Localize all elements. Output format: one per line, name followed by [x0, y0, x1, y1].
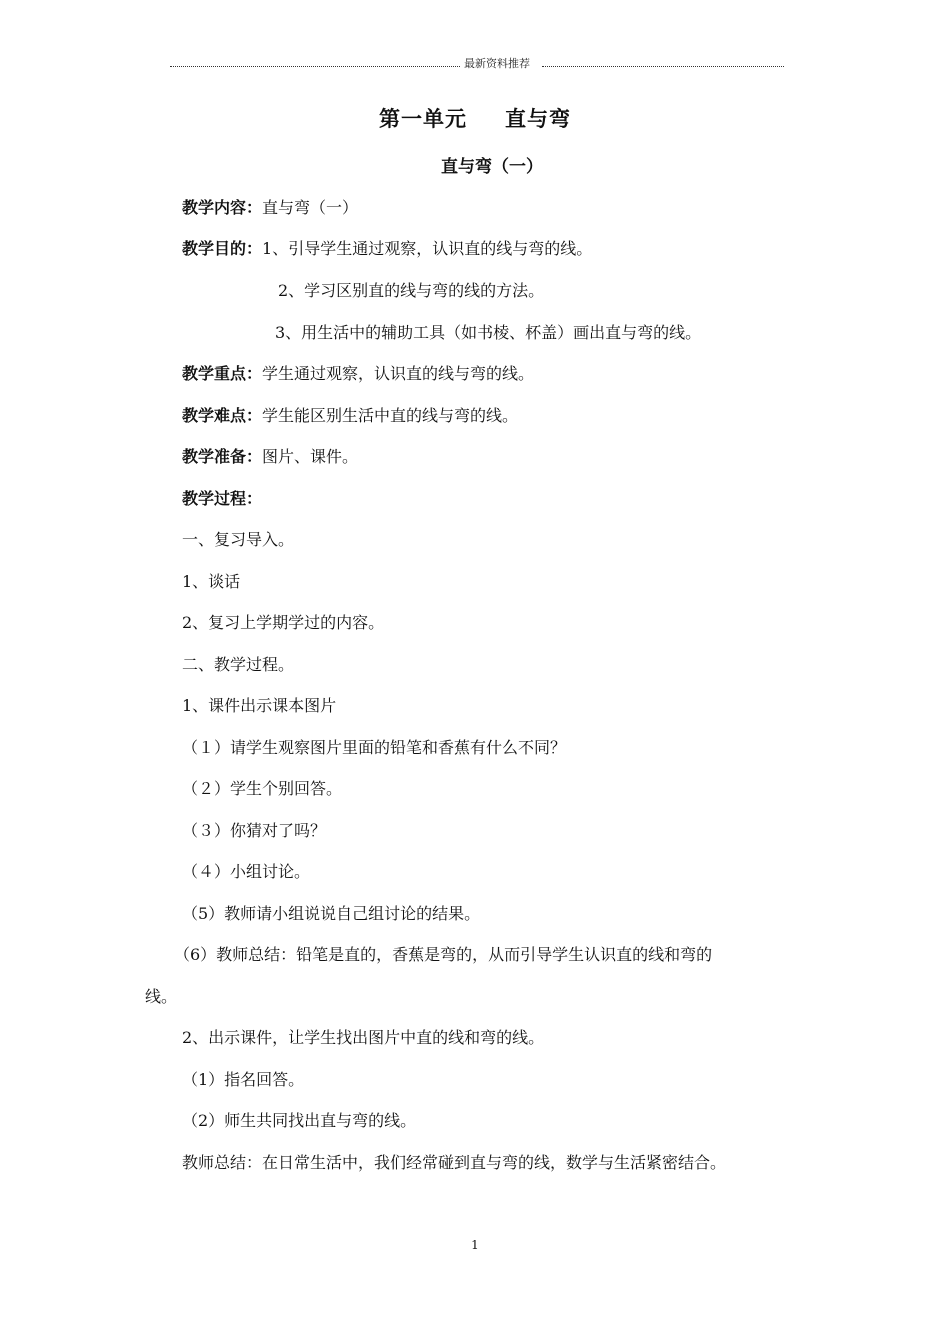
field-difficulty — [182, 404, 518, 428]
unit-title-number: 第一单元 — [379, 106, 467, 131]
sub-list-item: （４）小组讨论。 — [182, 862, 311, 881]
field-teaching-goals — [182, 237, 592, 261]
sub-list-item: （３）你猜对了吗？ — [182, 821, 327, 840]
section-heading: 一、复习导入。 — [182, 530, 295, 549]
field-value: 直与弯（一） — [262, 198, 359, 217]
list-item: 2、出示课件，让学生找出图片中直的线和弯的线。 — [182, 1028, 545, 1047]
field-key-point — [182, 362, 534, 386]
field-label: 教学内容： — [182, 198, 263, 217]
field-process-heading — [182, 487, 262, 511]
header-label: 最新资料推荐 — [464, 57, 530, 70]
page-number: 1 — [471, 1238, 479, 1252]
sub-list-item: （6）教师总结：铅笔是直的，香蕉是弯的，从而引导学生认识直的线和弯的 — [174, 945, 713, 964]
header-dotted-rule-left — [170, 66, 460, 67]
list-item: 2、复习上学期学过的内容。 — [182, 613, 385, 632]
page-header — [170, 56, 784, 72]
lesson-subtitle: 直与弯（一） — [441, 157, 543, 177]
field-label: 教学准备： — [182, 447, 263, 466]
goal-item: 2、学习区别直的线与弯的线的方法。 — [278, 281, 545, 300]
goal-item: 1、引导学生通过观察，认识直的线与弯的线。 — [262, 239, 593, 258]
header-dotted-rule-right — [542, 66, 784, 67]
field-preparation — [182, 445, 358, 469]
sub-list-item: （5）教师请小组说说自己组讨论的结果。 — [182, 904, 481, 923]
unit-title-topic: 直与弯 — [505, 106, 571, 131]
unit-title — [0, 104, 950, 134]
section-heading: 二、教学过程。 — [182, 655, 295, 674]
sub-list-item: （１）请学生观察图片里面的铅笔和香蕉有什么不同？ — [182, 738, 567, 757]
list-item: 1、课件出示课本图片 — [182, 696, 337, 715]
goal-item: 3、用生活中的辅助工具（如书棱、杯盖）画出直与弯的线。 — [275, 323, 702, 342]
sub-list-item: （２）学生个别回答。 — [182, 779, 343, 798]
sub-list-item: （1）指名回答。 — [182, 1070, 305, 1089]
field-label: 教学难点： — [182, 406, 263, 425]
sub-list-item: （2）师生共同找出直与弯的线。 — [182, 1111, 417, 1130]
field-label: 教学过程： — [182, 489, 263, 508]
field-teaching-content — [182, 196, 358, 220]
field-value: 学生通过观察，认识直的线与弯的线。 — [262, 364, 535, 383]
field-value: 图片、课件。 — [262, 447, 359, 466]
field-value: 学生能区别生活中直的线与弯的线。 — [262, 406, 519, 425]
summary-paragraph: 教师总结：在日常生活中，我们经常碰到直与弯的线，数学与生活紧密结合。 — [182, 1153, 727, 1172]
sub-list-item-continuation: 线。 — [145, 987, 178, 1006]
field-label: 教学重点： — [182, 364, 263, 383]
field-label: 教学目的： — [182, 239, 263, 258]
list-item: 1、谈话 — [182, 572, 241, 591]
